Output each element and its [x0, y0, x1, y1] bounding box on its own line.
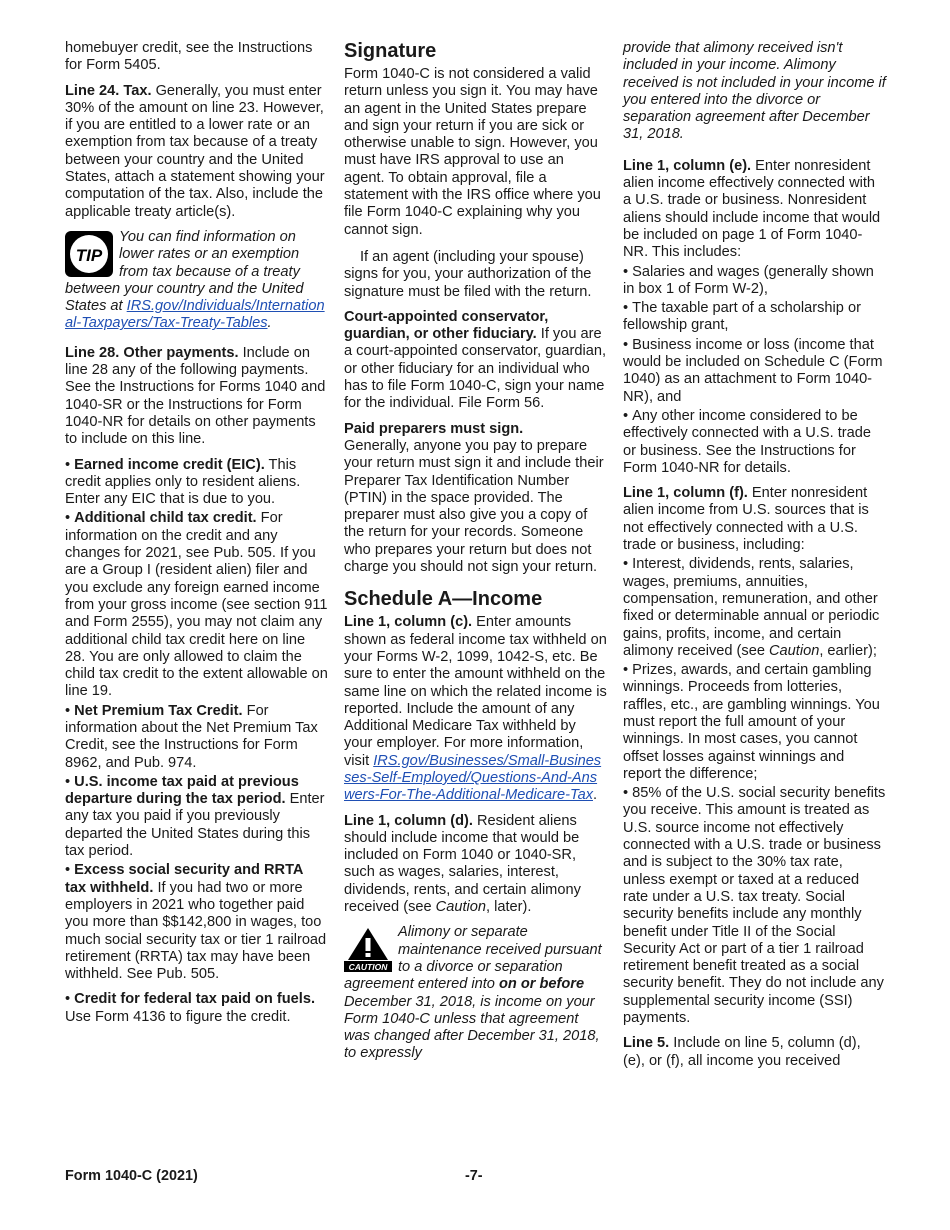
line-24-paragraph: [65, 83, 328, 221]
bullet-fuel-credit: [65, 991, 328, 1026]
signature-heading: Signature: [344, 40, 437, 62]
bullet-actc-text: For information on the credit and any changes for 2021, see Pub. 505. If you are a Group I (resident alien) filer and you exclude any foreign earned income from your gross income (see section 911 and Form 2555), you may not claim any additional child tax credit here on line 28. You are only allowed to claim the child tax credit to the extent allowable on line 19.: [65, 510, 328, 700]
column-e-title: Line 1, column (e).: [623, 157, 752, 174]
tip-box: [65, 229, 328, 333]
line-5-text: Include on line 5, column (d), (e), or (f), all income you received: [623, 1035, 861, 1069]
footer-page-number: -7-: [465, 1168, 483, 1184]
paid-preparers-title-text: Paid preparers must sign.: [344, 420, 524, 437]
column-f-bullet-1-text: Interest, dividends, rents, salaries, wages, premiums, annuities, compensation, remuneration, and other fixed or determinable annual or periodic gains, profits, income, and certain alimony received (see: [623, 556, 880, 659]
column-f-bullet-2: • Prizes, awards, and certain gambling winnings. Proceeds from lotteries, raffles, etc., are gambling winnings. You must report the full amount of your winnings. In most cases, you cannot offset losses against winnings and report the difference;: [623, 662, 886, 783]
bullet-prior-departure-text: Enter any tax you paid if you previously departed the United States during this tax period.: [65, 791, 325, 860]
bullet-actc-title: Additional child tax credit.: [74, 510, 257, 527]
additional-medicare-tax-link[interactable]: IRS.gov/Businesses/Small-Businesses-Self-Employed/Questions-And-Answers-For-The-Additional-Medicare-Tax: [344, 752, 602, 804]
caution-label: CAUTION: [348, 962, 388, 973]
court-appointed-title: Court-appointed conservator, guardian, or other fiduciary.: [344, 308, 549, 343]
column-d-text: Resident aliens should include income that would be included on Form 1040 or 1040-SR, such as wages, salaries, interest, dividends, rents, and certain alimony received (see: [344, 812, 581, 916]
column-e-bullet-3: • Business income or loss (income that would be included on Schedule C (Form 1040) as an attachment to Form 1040-NR), and: [623, 337, 886, 406]
signature-paragraph-2: If an agent (including your spouse) signs for you, your authorization of the signature must be filed with the return.: [344, 248, 592, 300]
court-appointed-text: If you are a court-appointed conservator, guardian, or other fiduciary for an individual who has to file Form 1040-C, sign your name for the individual. File Form 56.: [344, 326, 607, 412]
paid-preparers-title: [344, 421, 607, 438]
line-24-title: Line 24. Tax.: [65, 82, 152, 99]
signature-paragraph-1: Form 1040-C is not considered a valid return unless you sign it. You may have an agent in the United States prepare and sign your return if you are sick or otherwise unable to sign. However, you must have IRS approval to use an agent. To obtain approval, file a statement with the IRS office where you file Form 1040-C explaining why you cannot sign.: [344, 66, 601, 238]
bullet-ptc-title: Net Premium Tax Credit.: [74, 702, 243, 719]
column-f-title: Line 1, column (f).: [623, 485, 748, 502]
column-f-bullet-1-end: , earlier);: [819, 642, 877, 659]
column-c-title: Line 1, column (c).: [344, 614, 473, 631]
column-e-bullet-4: • Any other income considered to be effectively connected with a U.S. trade or business. See the Instructions for Form 1040-NR for details.: [623, 408, 886, 477]
column-d-title: Line 1, column (d).: [344, 812, 473, 829]
column-f-bullet-3: • 85% of the U.S. social security benefits you receive. This amount is treated as U.S. source income not effectively connected with a U.S. trade or business and is subject to the 30% tax rate, unless exempt or taxed at a reduced rate under a U.S. tax treaty. Social security benefits include any monthly benefit under Title II of the Social Security Act or part of a tier 1 railroad retirement benefit treated as a social security benefit. They do not include any supplemental security income (SSI) payments.: [623, 785, 886, 1027]
bullet-actc: [65, 510, 328, 700]
bullet-fuel-credit-title: Credit for federal tax paid on fuels.: [74, 991, 316, 1008]
bullet-excess-ss-text: If you had two or more employers in 2021 who together paid you more than $$142,800 in wages, too much social security tax or tier 1 railroad retirement (RRTA) tax may have been withheld. See Pub. 505.: [65, 879, 327, 983]
bullet-excess-ss: [65, 862, 328, 983]
line-5-paragraph: [623, 1035, 886, 1070]
column-d-caution-ref: Caution: [435, 899, 486, 916]
bullet-eic-text: This credit applies only to resident aliens. Enter any EIC that is due to you.: [65, 456, 301, 508]
column-e-text: Enter nonresident alien income effectively connected with a U.S. trade or business. Nonresident aliens should include income that would be included on page 1 of Form 1040-NR. This includes:: [623, 157, 881, 261]
column-f-bullet-1: [623, 556, 886, 660]
column-c-text: Enter amounts shown as federal income tax withheld on your Forms W-2, 1099, 1042-S, etc. Be sure to enter the amount withheld on the same line on which the related income is reported. Include the amount of any Additional Medicare Tax withheld by your employer. For more information, visit: [344, 614, 607, 769]
tip-end: .: [267, 315, 272, 332]
column-c-paragraph: [344, 614, 607, 804]
caution-bold: on or before: [498, 976, 585, 993]
treaty-tables-link[interactable]: IRS.gov/Individuals/International-Taxpayers/Tax-Treaty-Tables: [65, 298, 325, 332]
caution-box: [344, 924, 607, 1062]
bullet-eic-title: Earned income credit (EIC).: [74, 456, 265, 473]
bullet-ptc: [65, 703, 328, 772]
paid-preparers-text: Generally, anyone you pay to prepare your return must sign it and include their Preparer Tax Identification Number (PTIN) in the space provided. The preparer must also give you a copy of the return for your records. Someone who prepares your return but does not charge you should not sign your return.: [344, 437, 604, 576]
intro-paragraph: homebuyer credit, see the Instructions for Form 5405.: [65, 40, 313, 74]
column-d-paragraph: [344, 813, 607, 917]
column-f-text: Enter nonresident alien income from U.S. sources that is not effectively connected with a U.S. trade or business, including:: [623, 485, 869, 554]
column-f-caution-ref: Caution: [769, 642, 820, 659]
line-28-title: Line 28. Other payments.: [65, 344, 239, 361]
column-e-paragraph: [623, 158, 886, 262]
column-d-end: , later).: [485, 899, 532, 916]
column-e-bullet-2: • The taxable part of a scholarship or fellowship grant,: [623, 300, 886, 335]
caution-icon: [344, 926, 392, 972]
line-24-text: Generally, you must enter 30% of the amount on line 23. However, if you are entitled to a lower rate or an exemption from tax because of a treaty between your country and the United States, attach a statement showing your computation of the tax. Also, include the applicable treaty article(s).: [65, 82, 325, 220]
footer-form-name: Form 1040-C (2021): [65, 1168, 198, 1184]
schedule-a-heading: Schedule A—Income: [344, 588, 543, 611]
column-2: [344, 40, 607, 1071]
caution-text-1: Alimony or separate maintenance received pursuant to a divorce or separation agreement entered into: [344, 924, 602, 993]
column-3: [623, 40, 886, 1078]
line-28-text: Include on line 28 any of the following payments. See the Instructions for Forms 1040 and 1040-SR or the Instructions for Form 1040-NR for details on other payments to include on this line.: [65, 344, 326, 448]
bullet-ptc-text: For information about the Net Premium Tax Credit, see the Instructions for Form 8962, and Pub. 974.: [65, 702, 318, 771]
tip-label: TIP: [75, 245, 103, 265]
column-1: [65, 40, 328, 1028]
caution-continued: provide that alimony received isn't included in your income. Alimony received is not included in your income if you entered into the divorce or separation agreement after December 31, 2018.: [623, 40, 886, 143]
bullet-prior-departure: [65, 774, 328, 860]
tip-text: You can find information on lower rates or an exemption from tax because of a treaty between your country and the United States at: [65, 228, 304, 315]
line-28-paragraph: [65, 345, 328, 449]
bullet-fuel-credit-text: Use Form 4136 to figure the credit.: [65, 1008, 291, 1025]
column-e-bullet-1: • Salaries and wages (generally shown in box 1 of Form W-2),: [623, 264, 886, 299]
caution-text-2: December 31, 2018, is income on your Form 1040-C unless that agreement was changed after December 31, 2018, to expressly: [344, 993, 600, 1062]
line-5-title: Line 5.: [623, 1035, 670, 1052]
court-appointed-paragraph: [344, 309, 607, 413]
column-f-paragraph: [623, 485, 886, 554]
column-c-end: .: [593, 787, 598, 804]
bullet-excess-ss-title: Excess social security and RRTA tax withheld.: [65, 862, 303, 896]
bullet-prior-departure-title: U.S. income tax paid at previous departure during the tax period.: [65, 773, 299, 808]
bullet-eic: [65, 457, 328, 509]
tip-icon: [65, 231, 113, 277]
